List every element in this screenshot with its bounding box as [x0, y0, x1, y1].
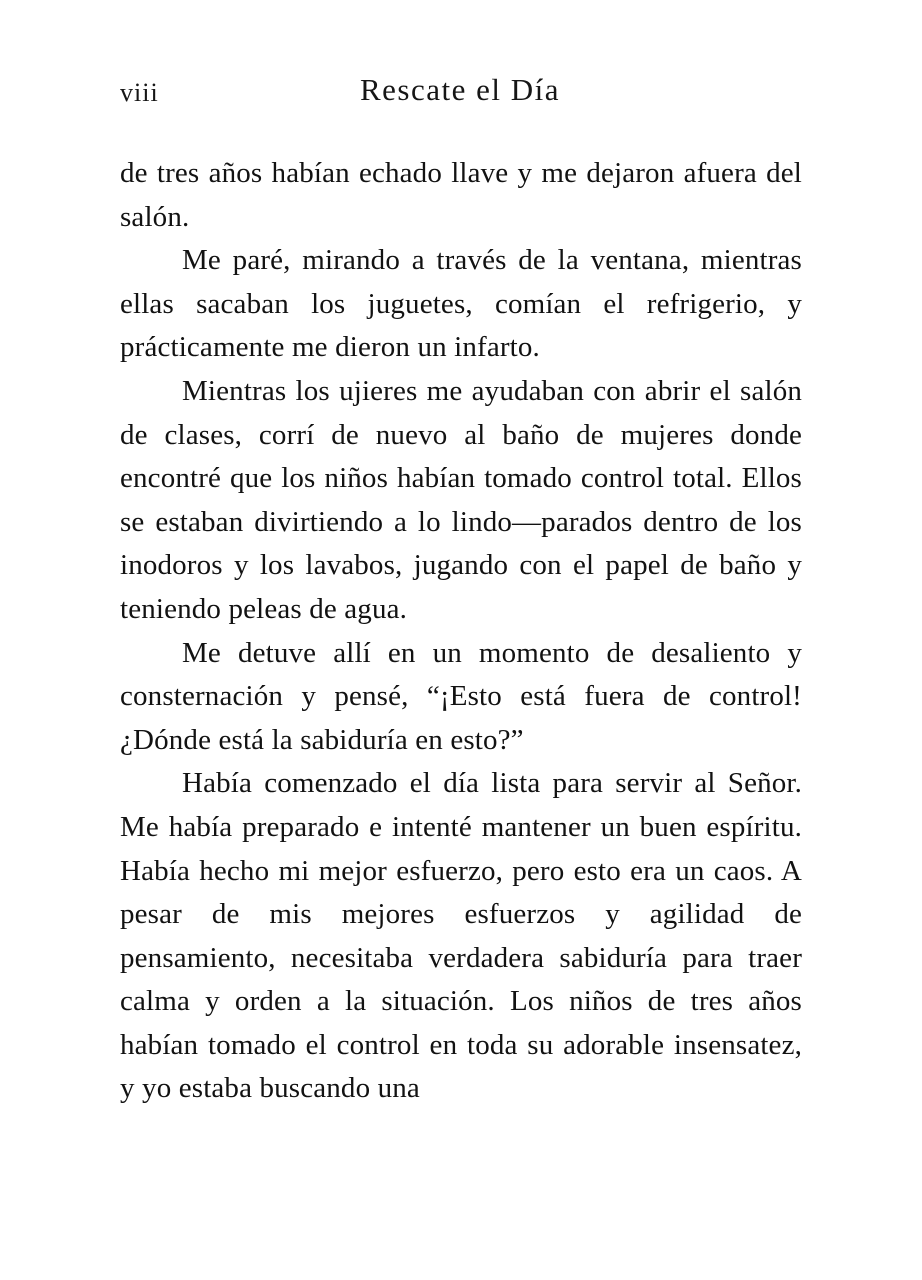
paragraph: de tres años habían echado llave y me dejaron afuera del salón. [120, 157, 802, 233]
paragraph: Había comenzado el día lista para servir al Señor. Me había preparado e intenté mantener un buen espíritu. Había hecho mi mejor esfuerzo, pero esto era un caos. A pesar de mis mejores esfuerzos y agilidad de pensamiento, necesitaba verdadera sabiduría para traer calma y orden a la situación. Los niños de tres años habían tomado el control en toda su adorable insensatez, y yo estaba buscando una [120, 767, 802, 1105]
page-header [120, 68, 800, 108]
paragraph: Me paré, mirando a través de la ventana, mientras ellas sacaban los juguetes, comían el refrigerio, y prácticamente me dieron un infarto. [120, 244, 802, 364]
paragraph: Me detuve allí en un momento de desaliento y consternación y pensé, “¡Esto está fuera de control! ¿Dónde está la sabiduría en esto?” [120, 636, 802, 756]
page-number: viii [120, 78, 159, 107]
running-title: Rescate el Día [359, 72, 561, 107]
body-text [120, 152, 802, 1111]
paragraph: Mientras los ujieres me ayudaban con abrir el salón de clases, corrí de nuevo al baño de mujeres donde encontré que los niños habían tomado control total. Ellos se estaban divirtiendo a lo lindo—parados dentro de los inodoros y los lavabos, jugando con el papel de baño y teniendo peleas de agua. [120, 374, 802, 625]
